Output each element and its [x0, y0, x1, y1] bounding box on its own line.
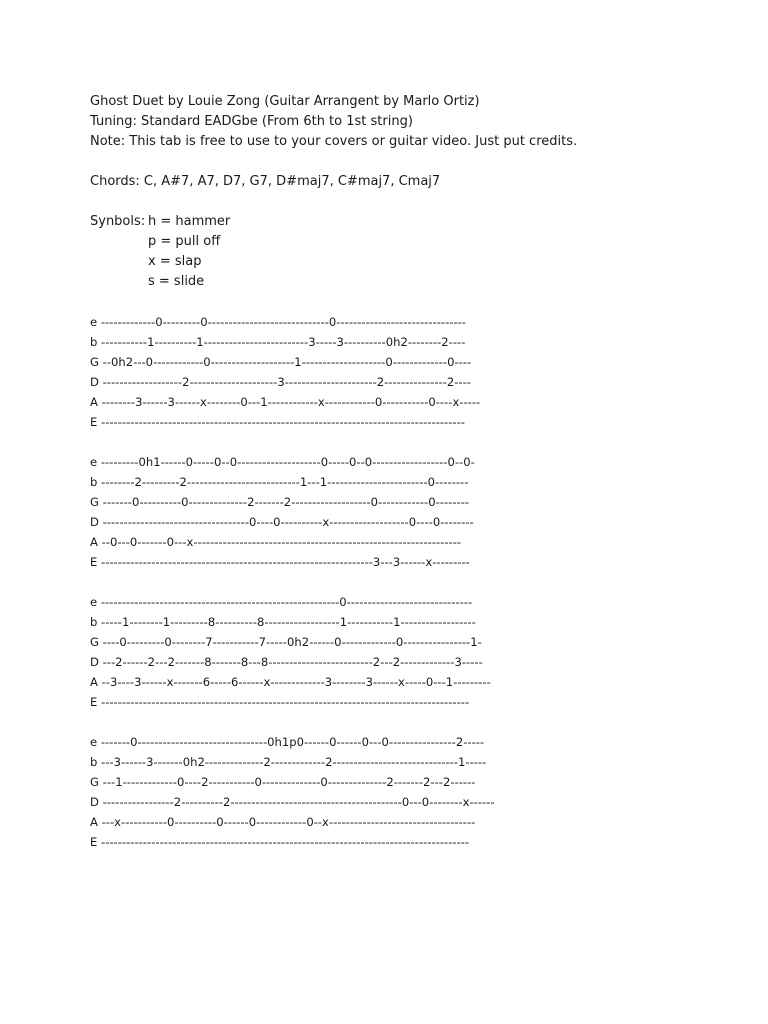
chords-line: Chords: C, A#7, A7, D7, G7, D#maj7, C#maj7, Cmaj7	[90, 174, 441, 189]
tab-line-a: A ---x-----------0----------0------0------------0--x-----------------------------------	[90, 815, 476, 829]
tab-line-g: G -------0----------0--------------2-------2-------------------0------------0--------	[90, 495, 470, 509]
tab-block-4	[90, 732, 750, 852]
tab-line-e: e ---------0h1------0-----0--0--------------------0-----0--0------------------0--0-	[90, 455, 475, 469]
song-title: Ghost Duet by Louie Zong (Guitar Arrangent by Marlo Ortiz)	[90, 94, 480, 109]
symbol-hammer: h = hammer	[148, 214, 231, 229]
tuning-line: Tuning: Standard EADGbe (From 6th to 1st string)	[90, 114, 413, 129]
tab-line-a: A --------3------3------x--------0---1------------x------------0-----------0----x-----	[90, 395, 481, 409]
tab-line-d: D -----------------------------------0----0----------x-------------------0----0--------	[90, 515, 474, 529]
symbols-label: Synbols:	[90, 214, 150, 229]
tab-line-e: e -------0-------------------------------0h1p0------0------0---0----------------2-----	[90, 735, 485, 749]
tab-line-low-e: E ----------------------------------------------------------------------------------------	[90, 695, 470, 709]
tab-line-a: A --0---0-------0---x----------------------------------------------------------------	[90, 535, 462, 549]
tab-line-low-e: E ----------------------------------------------------------------------------------------	[90, 835, 470, 849]
tab-line-b: b -----1--------1---------8----------8------------------1-----------1------------------	[90, 615, 476, 629]
spacer	[90, 292, 750, 312]
note-line: Note: This tab is free to use to your covers or guitar video. Just put credits.	[90, 134, 578, 149]
symbol-slap: x = slap	[148, 254, 202, 269]
spacer	[90, 572, 750, 592]
tab-line-low-e: E -----------------------------------------------------------------3---3------x---------	[90, 555, 470, 569]
tab-block-3	[90, 592, 750, 712]
tab-line-b: b --------2---------2---------------------------1---1------------------------0--------	[90, 475, 469, 489]
tab-line-e: e -------------0---------0-----------------------------0-------------------------------	[90, 315, 466, 329]
tab-line-b: b -----------1----------1-------------------------3-----3----------0h2--------2----	[90, 335, 466, 349]
tab-line-d: D -----------------2----------2-----------------------------------------0---0--------x------	[90, 795, 495, 809]
spacer	[90, 432, 750, 452]
tab-document	[90, 92, 750, 852]
tab-line-g: G ---1-------------0----2-----------0--------------0--------------2-------2---2------	[90, 775, 476, 789]
symbol-row	[90, 272, 750, 292]
tab-block-2	[90, 452, 750, 572]
tab-line-g: G ----0---------0--------7-----------7-----0h2------0-------------0----------------1-	[90, 635, 482, 649]
symbol-row	[90, 232, 750, 252]
tab-line-low-e: E ---------------------------------------------------------------------------------------	[90, 415, 465, 429]
symbol-row	[90, 212, 750, 232]
symbol-slide: s = slide	[148, 274, 205, 289]
tab-line-g: G --0h2---0------------0--------------------1--------------------0-------------0----	[90, 355, 472, 369]
symbols-legend	[90, 212, 750, 292]
tab-line-e: e ---------------------------------------------------------0------------------------------	[90, 595, 473, 609]
tab-line-b: b ---3------3-------0h2--------------2-------------2------------------------------1-----	[90, 755, 487, 769]
symbol-row	[90, 252, 750, 272]
tab-line-d: D ---2------2---2-------8-------8---8-------------------------2---2-------------3-----	[90, 655, 483, 669]
spacer	[90, 152, 750, 172]
tab-line-a: A --3----3------x-------6-----6------x-------------3--------3------x-----0---1---------	[90, 675, 491, 689]
symbol-pull-off: p = pull off	[148, 234, 221, 249]
spacer	[90, 712, 750, 732]
tab-block-1	[90, 312, 750, 432]
spacer	[90, 192, 750, 212]
tab-line-d: D -------------------2---------------------3----------------------2---------------2----	[90, 375, 471, 389]
